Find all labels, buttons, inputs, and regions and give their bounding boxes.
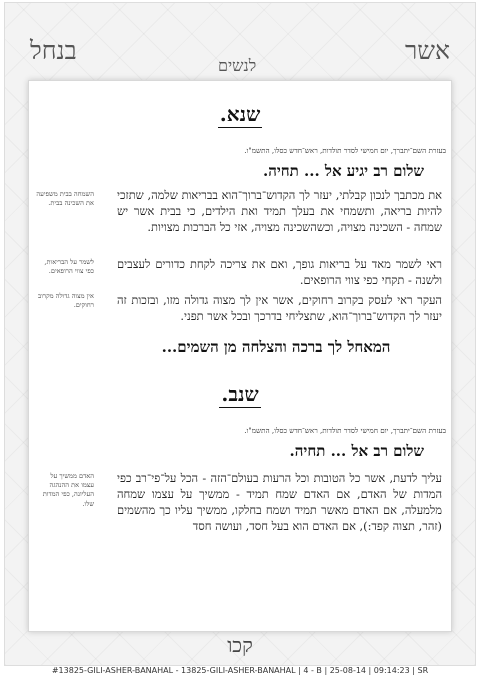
letter-1-paragraph-1: את מכתבך לנכון קבלתי, יעזר לך הקדוש־ברוך־הוא בבריאות שלמה, שתזכי להיות בריאה, ותשמחי את בעלך תמיד ואת הילדים, כי בבית אשר יש שמחה - השכינה מצויה, וכשהשכינה מצויה, אזי כל הברכות מצויות. [117,188,442,234]
running-header [4,2,476,80]
letter-1-title: שנא. [219,102,261,126]
margin-note-3: אין מצוה גדולה מקרוב רחוקים. [38,292,94,310]
header-right-title: אשר [405,36,450,65]
letter-2-paragraph: עליך לדעת, אשר כל הטובות וכל הרעות בעולם־הזה - הכל על־פי־רב כפי המדות של האדם, אם האדם שמח תמיד - ממשיך על עצמו שמחה מלמעלה, אם האדם מאשר תמיד ושמח בחלקו, ממשיך עליו כך מהשמים (זהר, תצוה קפד:), אם האדם הוא בעל חסד, ועושה חסד [117,471,442,533]
header-subtitle: לנשים [218,56,257,75]
letter-2-title: שנב. [221,382,259,406]
letter-1-paragraph-3: העקר ראי לעסק בקרוב רחוקים, אשר אין לך מצוה גדולה מזו, ובזכות זה יעזר לך הקדוש־ברוך־הוא, שתצליחי בדרכך ובכל אשר תפני. [117,293,442,323]
letter-2-greeting: שלום רב אל ... תחיה. [289,442,424,460]
margin-note-4: האדם ממשיך על עצמו את ההנהגה העליונה, כפי המדות שלו. [42,472,94,508]
letter-1-paragraph-2: ראי לשמר מאד על בריאות גופך, ואם את צריכה לקחת כדורים לעצבים ולשנה - תקחי כפי צווי הרופאים. [117,257,442,287]
letter-1-greeting: שלום רב יגיע אל ... תחיה. [263,162,424,180]
letter-1-dateline: בעזרת השם־יתברך, יום חמישי לסדר תולדות, ראש־חדש כסלו, התשמ"ו. [244,146,446,155]
margin-note-2: לשמר על הבריאות, כפי צווי הרופאים. [44,258,94,276]
print-job-line: #13825-GILI-ASHER-BANAHAL - 13825-GILI-ASHER-BANAHAL | 4 - B | 25-08-14 | 09:14:23 | SR [51,666,429,675]
letter-2-dateline: בעזרת השם־יתברך, יום חמישי לסדר תולדות, ראש־חדש כסלו, התשמ"ו. [244,426,446,435]
page-number: קכו [227,633,253,657]
header-left-title: בנחל [30,36,77,65]
letters-content [30,86,450,626]
margin-note-1: השמחה בבית משפיעה את השכינה בבית. [36,190,94,208]
letter-1-closing: המאחל לך ברכה והצלחה מן השמים... [161,338,391,356]
